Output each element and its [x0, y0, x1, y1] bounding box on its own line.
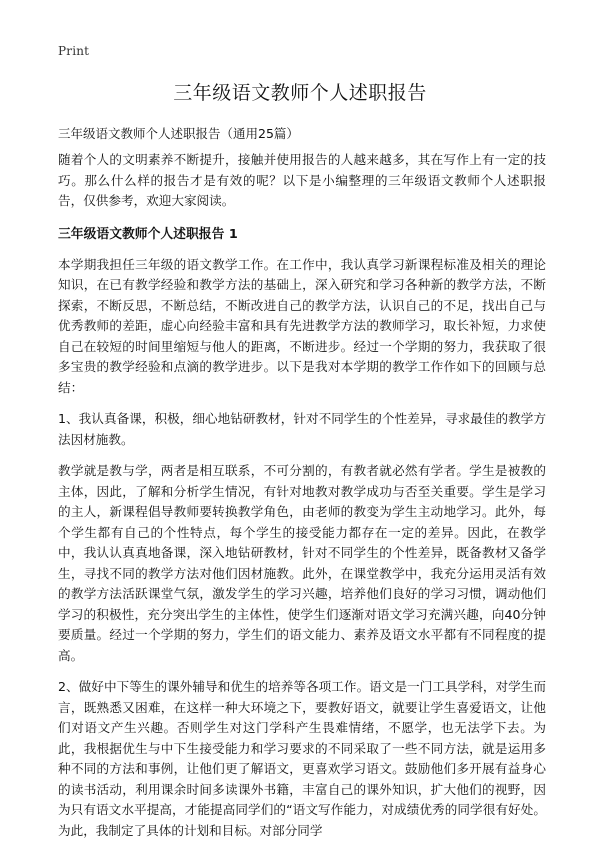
document-title: 三年级语文教师个人述职报告 [173, 82, 427, 104]
section-heading: 三年级语文教师个人述职报告 1 [58, 226, 238, 242]
print-link[interactable]: Print [58, 44, 90, 58]
body-paragraph: 2、做好中下等生的课外辅导和优生的培养等各项工作。语文是一门工具学科，对学生而言，既熟悉又困难，在这样一种大环境之下，要教好语文，就要让学生喜爱语文，让他们对语文产生兴趣。否则学生对这门学科产生畏难情绪，不愿学，也无法学下去。为此，我根据优生与中下生接受能力和学习要求的不同采取了一些不同方法，就是运用多种不同的方法和事例，让他们更了解语文，更喜欢学习语文。鼓励他们多开展有益身心的读书活动，利用课余时间多读课外书籍，丰富自己的课外知识，扩大他们的视野，因为只有语文水平提高，才能提高同学们的“语文写作能力，对成绩优秀的同学很有好处。为此，我制定了具体的计划和目标。对部分同学 [58, 679, 546, 838]
intro-paragraph: 随着个人的文明素养不断提升，接触并使用报告的人越来越多，其在写作上有一定的技巧。那么什么样的报告才是有效的呢？以下是小编整理的三年级语文教师个人述职报告，仅供参考，欢迎大家阅读。 [58, 152, 546, 208]
body-paragraph: 1、我认真备课，积极，细心地钻研教材，针对不同学生的个性差异，寻求最佳的教学方法因材施教。 [58, 411, 546, 447]
body-paragraph: 本学期我担任三年级的语文教学工作。在工作中，我认真学习新课程标准及相关的理论知识，在已有教学经验和教学方法的基础上，深入研究和学习各种新的教学方法，不断探索，不断反思，不断总结，不断改进自己的教学方法，认识自己的不足，找出自己与优秀教师的差距，虚心向经验丰富和具有先进教学方法的教师学习，取长补短，力求使自己在较短的时间里缩短与他人的距离，不断进步。经过一个学期的努力，我获取了很多宝贵的教学经验和点滴的教学进步。以下是我对本学期的教学工作作如下的回顾与总结： [58, 256, 546, 395]
document-subtitle: 三年级语文教师个人述职报告（通用25篇） [58, 126, 299, 141]
body-paragraph: 教学就是教与学，两者是相互联系，不可分割的，有教者就必然有学者。学生是被教的主体，因此，了解和分析学生情况，有针对地教对教学成功与否至关重要。学生是学习的主人，新课程倡导教师要转换教学角色，由老师的教变为学生主动地学习。此外，每个学生都有自己的个性特点，每个学生的接受能力都存在一定的差异。因此，在教学中，我认认真真地备课，深入地钻研教材，针对不同学生的个性差异，既备教材又备学生，寻找不同的教学方法对他们因材施教。此外，在课堂教学中，我充分运用灵活有效的教学方法活跃课堂气氛，激发学生的学习兴趣，培养他们良好的学习习惯，调动他们学习的积极性，充分突出学生的主体性，使学生们逐渐对语文学习充满兴趣，向40分钟要质量。经过一个学期的努力，学生们的语文能力、素养及语文水平都有不同程度的提高。 [58, 463, 546, 663]
document-body [58, 150, 546, 852]
